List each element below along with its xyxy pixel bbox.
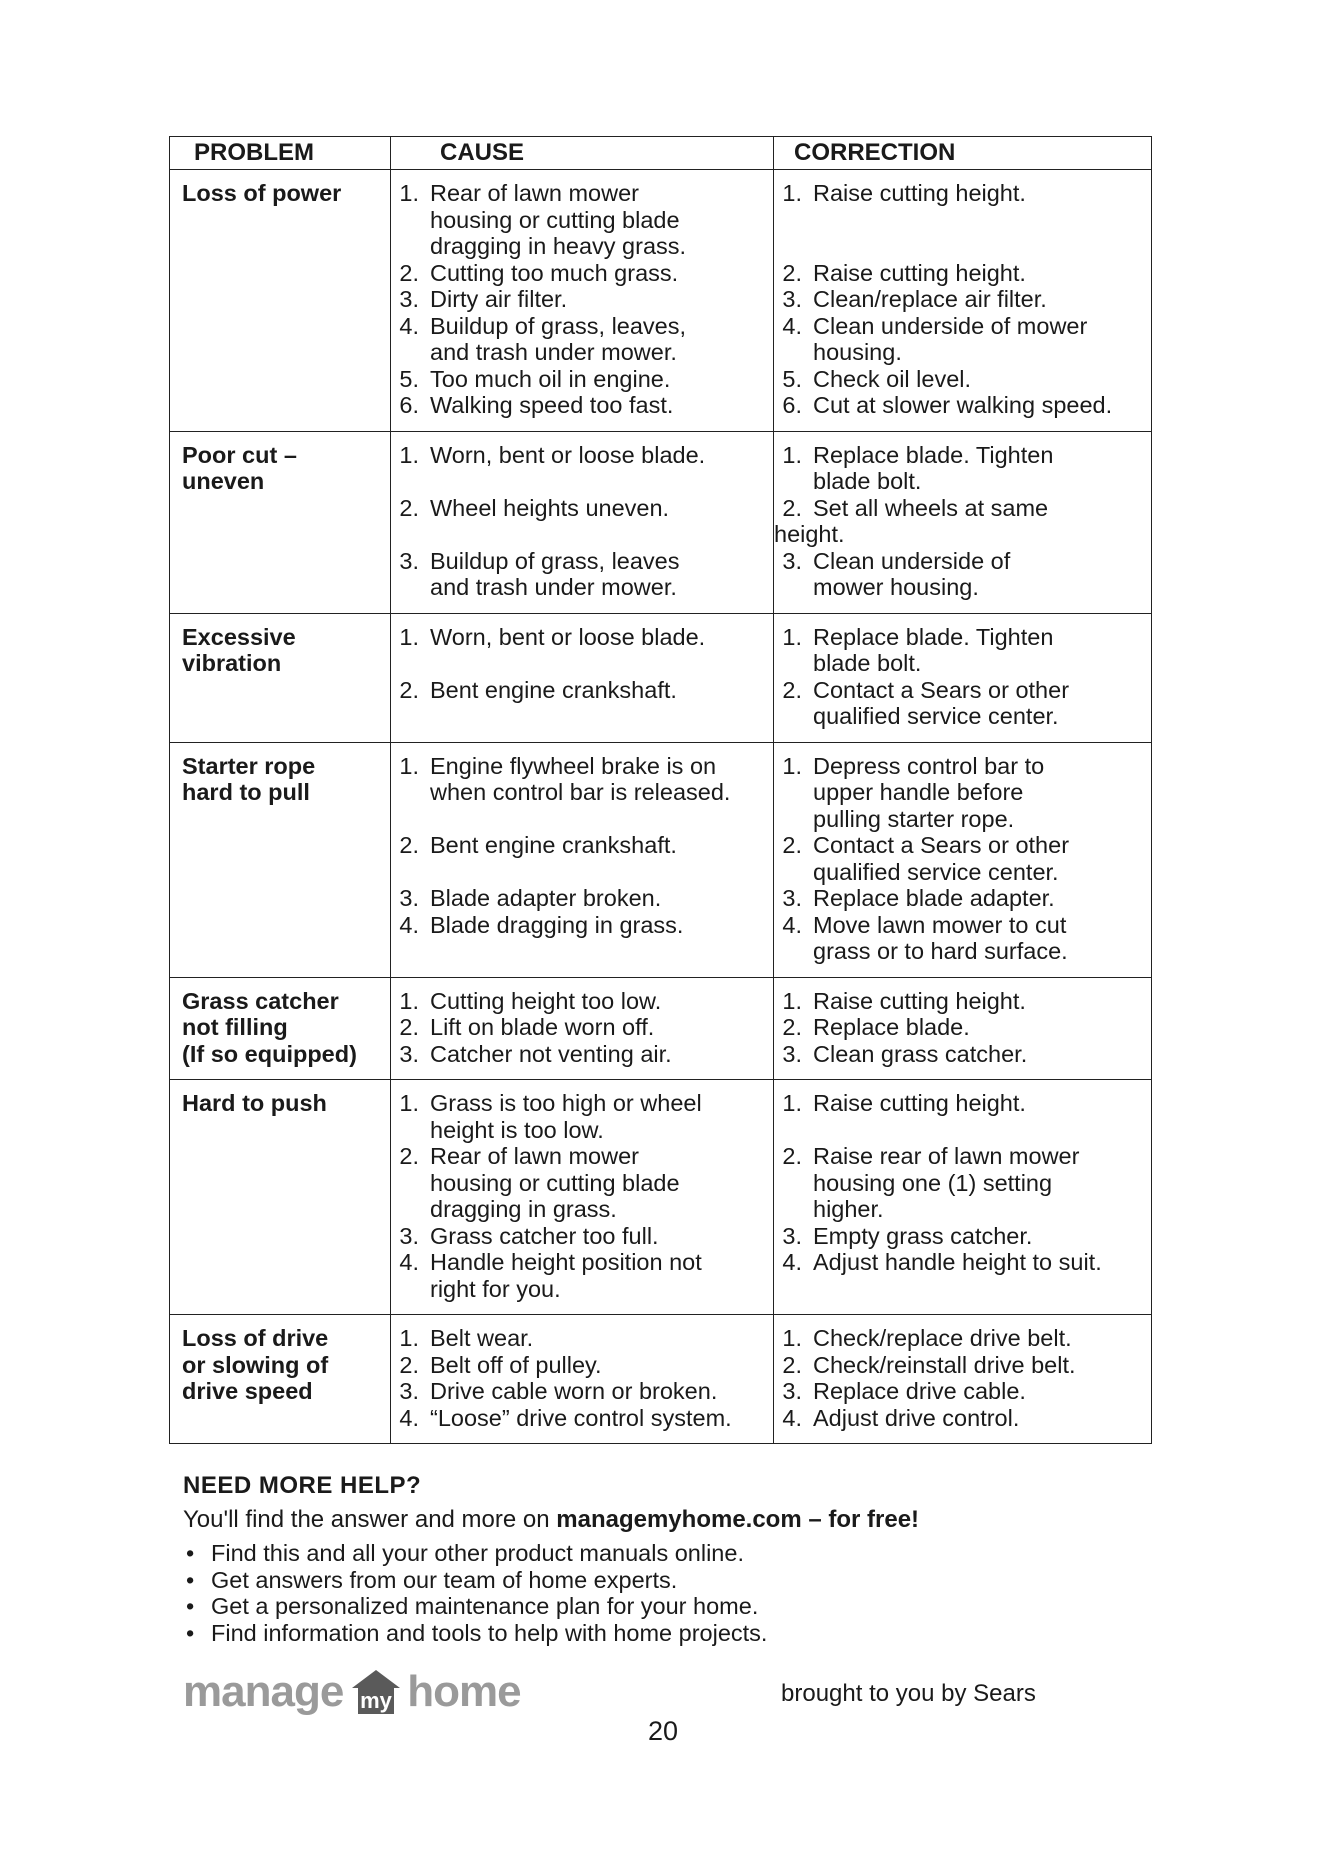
- cause-number: 2.: [399, 676, 419, 703]
- correction-line: [774, 806, 1147, 833]
- header-cause: CAUSE: [391, 137, 774, 170]
- problem-cell: [170, 977, 391, 1080]
- table-row: [170, 613, 1152, 742]
- cause-line: [391, 677, 769, 704]
- cause-number: 4.: [399, 1404, 419, 1431]
- problem-cell: [170, 1080, 391, 1315]
- cause-text: Handle height position not: [430, 1249, 702, 1275]
- correction-line: [774, 339, 1147, 366]
- cause-spacer: [391, 859, 769, 886]
- correction-cell: [774, 613, 1152, 742]
- correction-cell: [774, 1080, 1152, 1315]
- problem-text: Hard to push: [182, 1090, 327, 1116]
- cause-number: 1.: [399, 1325, 419, 1351]
- correction-text: housing one (1) setting: [813, 1169, 1053, 1196]
- cause-cell: [391, 742, 774, 977]
- cause-number: 2.: [399, 1014, 419, 1040]
- correction-line: [774, 753, 1147, 780]
- header-correction: CORRECTION: [774, 137, 1152, 170]
- cause-line: [391, 1117, 769, 1144]
- cause-line: [391, 260, 769, 287]
- problem-cell: [170, 431, 391, 613]
- problem-text: (If so equipped): [182, 1040, 357, 1067]
- cause-cell: [391, 1080, 774, 1315]
- help-list: [183, 1540, 767, 1646]
- table-body: [170, 170, 1152, 1444]
- cause-text: Walking speed too fast.: [430, 392, 674, 418]
- correction-line: [774, 859, 1147, 886]
- correction-text: Raise rear of lawn mower: [813, 1143, 1080, 1169]
- correction-line: [774, 468, 1147, 495]
- correction-line: [774, 286, 1147, 313]
- cause-number: 5.: [399, 365, 419, 392]
- correction-number: 2.: [782, 259, 802, 286]
- cause-spacer: [391, 806, 769, 833]
- troubleshooting-table: [169, 136, 1152, 1444]
- correction-number: 3.: [782, 547, 802, 574]
- correction-spacer: [774, 233, 1147, 260]
- correction-line: [774, 1014, 1147, 1041]
- cause-text: Grass catcher too full.: [430, 1222, 659, 1249]
- correction-line: [774, 1196, 1147, 1223]
- correction-number: 4.: [782, 1249, 802, 1275]
- cause-number: 1.: [399, 987, 419, 1014]
- correction-cell: [774, 742, 1152, 977]
- problem-text: Excessive: [182, 623, 296, 650]
- correction-number: 1.: [782, 752, 802, 779]
- cause-line: [391, 366, 769, 393]
- cause-spacer: [391, 468, 769, 495]
- cause-cell: [391, 613, 774, 742]
- correction-number: 3.: [782, 1222, 802, 1249]
- correction-text: housing.: [813, 339, 902, 365]
- logo-word-manage: manage: [183, 1667, 344, 1716]
- correction-line: [774, 521, 1147, 548]
- cause-text: when control bar is released.: [430, 779, 731, 805]
- cause-text: and trash under mower.: [430, 574, 677, 600]
- cause-text: Rear of lawn mower: [430, 1143, 639, 1169]
- correction-cell: [774, 170, 1152, 432]
- problem-text: drive speed: [182, 1378, 313, 1404]
- problem-text: vibration: [182, 650, 282, 676]
- cause-number: 4.: [399, 1249, 419, 1275]
- cause-line: [391, 548, 769, 575]
- correction-text: Cut at slower walking speed.: [813, 392, 1113, 418]
- cause-line: [391, 1170, 769, 1197]
- correction-number: 1.: [782, 1325, 802, 1351]
- correction-line: [774, 574, 1147, 601]
- cause-text: Blade dragging in grass.: [430, 911, 684, 938]
- correction-line: [774, 1378, 1147, 1405]
- cause-line: [391, 1090, 769, 1117]
- correction-line: [774, 832, 1147, 859]
- correction-text: blade bolt.: [813, 468, 922, 494]
- correction-text: blade bolt.: [813, 650, 922, 676]
- cause-number: 1.: [399, 180, 419, 206]
- correction-text: Replace blade. Tighten: [813, 623, 1054, 650]
- problem-cell: [170, 742, 391, 977]
- cause-text: Bent engine crankshaft.: [430, 832, 677, 858]
- cause-text: Cutting too much grass.: [430, 259, 679, 286]
- correction-number: 1.: [782, 1090, 802, 1116]
- cause-text: Grass is too high or wheel: [430, 1090, 702, 1116]
- correction-number: 2.: [782, 832, 802, 858]
- correction-line: [774, 442, 1147, 469]
- cause-text: right for you.: [430, 1275, 561, 1302]
- correction-text: height.: [774, 521, 845, 547]
- cause-line: [391, 1378, 769, 1405]
- help-bullet: • Get answers from our team of home experts.: [183, 1567, 767, 1594]
- table-header-row: [170, 137, 1152, 170]
- cause-line: [391, 180, 769, 207]
- correction-text: Replace blade. Tighten: [813, 441, 1054, 468]
- cause-text: Worn, bent or loose blade.: [430, 441, 706, 468]
- cause-cell: [391, 977, 774, 1080]
- tagline: brought to you by Sears: [781, 1680, 1036, 1707]
- cause-number: 2.: [399, 1143, 419, 1169]
- problem-text: or slowing of: [182, 1351, 329, 1378]
- correction-line: [774, 1325, 1147, 1352]
- correction-line: [774, 912, 1147, 939]
- cause-text: Too much oil in engine.: [430, 365, 671, 392]
- correction-line: [774, 548, 1147, 575]
- cause-line: [391, 495, 769, 522]
- correction-text: Clean underside of mower: [813, 312, 1088, 339]
- cause-line: [391, 392, 769, 419]
- correction-line: [774, 1143, 1147, 1170]
- cause-line: [391, 624, 769, 651]
- problem-text: Starter rope: [182, 752, 316, 779]
- table-row: [170, 170, 1152, 432]
- correction-text: Adjust handle height to suit.: [813, 1249, 1102, 1275]
- cause-spacer: [391, 650, 769, 677]
- cause-text: Worn, bent or loose blade.: [430, 623, 706, 650]
- cause-text: Cutting height too low.: [430, 987, 662, 1014]
- cause-text: Lift on blade worn off.: [430, 1014, 655, 1040]
- cause-line: [391, 988, 769, 1015]
- cause-number: 3.: [399, 1040, 419, 1067]
- correction-line: [774, 938, 1147, 965]
- correction-number: 2.: [782, 1014, 802, 1040]
- correction-line: [774, 495, 1147, 522]
- correction-text: pulling starter rope.: [813, 805, 1015, 832]
- cause-text: housing or cutting blade: [430, 1169, 680, 1196]
- correction-line: [774, 650, 1147, 677]
- help-intro-text: You'll find the answer and more on: [183, 1506, 557, 1533]
- correction-text: higher.: [813, 1196, 884, 1222]
- table-row: [170, 1315, 1152, 1444]
- cause-line: [391, 1325, 769, 1352]
- cause-number: 6.: [399, 392, 419, 418]
- cause-line: [391, 1041, 769, 1068]
- correction-number: 3.: [782, 286, 802, 312]
- correction-number: 4.: [782, 1404, 802, 1431]
- cause-number: 3.: [399, 547, 419, 574]
- cause-number: 3.: [399, 1222, 419, 1249]
- problem-cell: [170, 613, 391, 742]
- logo-word-my: my: [360, 1688, 393, 1713]
- cause-text: Buildup of grass, leaves: [430, 547, 680, 574]
- cause-text: Belt wear.: [430, 1325, 534, 1351]
- table-row: [170, 742, 1152, 977]
- cause-line: [391, 1276, 769, 1303]
- correction-number: 4.: [782, 911, 802, 938]
- cause-line: [391, 1405, 769, 1432]
- correction-text: qualified service center.: [813, 703, 1059, 729]
- correction-text: Move lawn mower to cut: [813, 911, 1067, 938]
- correction-number: 2.: [782, 494, 802, 521]
- correction-line: [774, 1090, 1147, 1117]
- correction-number: 5.: [782, 365, 802, 392]
- problem-text: uneven: [182, 468, 265, 494]
- cause-number: 1.: [399, 752, 419, 779]
- correction-text: Clean grass catcher.: [813, 1040, 1028, 1067]
- correction-text: Replace blade.: [813, 1014, 970, 1040]
- problem-text: hard to pull: [182, 779, 310, 805]
- help-bullet: • Find information and tools to help with home projects.: [183, 1620, 767, 1647]
- problem-cell: [170, 170, 391, 432]
- correction-line: [774, 1405, 1147, 1432]
- cause-line: [391, 233, 769, 260]
- correction-line: [774, 392, 1147, 419]
- correction-cell: [774, 977, 1152, 1080]
- cause-text: housing or cutting blade: [430, 206, 680, 233]
- cause-number: 3.: [399, 286, 419, 312]
- correction-text: Replace blade adapter.: [813, 885, 1055, 911]
- cause-text: Buildup of grass, leaves,: [430, 312, 687, 339]
- problem-text: Loss of power: [182, 180, 342, 206]
- cause-number: 2.: [399, 494, 419, 521]
- cause-line: [391, 832, 769, 859]
- problem-cell: [170, 1315, 391, 1444]
- help-bullet: • Find this and all your other product manuals online.: [183, 1540, 767, 1567]
- correction-number: 1.: [782, 441, 802, 468]
- cause-line: [391, 912, 769, 939]
- correction-text: mower housing.: [813, 574, 979, 600]
- cause-number: 1.: [399, 441, 419, 468]
- cause-number: 1.: [399, 1090, 419, 1116]
- correction-cell: [774, 1315, 1152, 1444]
- page-number: 20: [648, 1716, 679, 1746]
- correction-text: Set all wheels at same: [813, 494, 1049, 521]
- cause-text: Drive cable worn or broken.: [430, 1378, 718, 1404]
- cause-text: Wheel heights uneven.: [430, 494, 670, 521]
- table-row: [170, 431, 1152, 613]
- cause-text: Blade adapter broken.: [430, 885, 662, 911]
- cause-line: [391, 885, 769, 912]
- correction-text: Contact a Sears or other: [813, 676, 1070, 703]
- correction-text: Contact a Sears or other: [813, 832, 1070, 858]
- cause-number: 2.: [399, 832, 419, 858]
- house-icon: [351, 1669, 401, 1715]
- cause-text: Engine flywheel brake is on: [430, 752, 717, 779]
- cause-text: Belt off of pulley.: [430, 1351, 602, 1378]
- correction-text: Adjust drive control.: [813, 1404, 1020, 1431]
- correction-line: [774, 885, 1147, 912]
- correction-line: [774, 1249, 1147, 1276]
- cause-number: 4.: [399, 312, 419, 339]
- correction-line: [774, 988, 1147, 1015]
- correction-line: [774, 1223, 1147, 1250]
- correction-text: Raise cutting height.: [813, 1090, 1026, 1116]
- cause-number: 3.: [399, 885, 419, 911]
- correction-number: 1.: [782, 623, 802, 650]
- cause-number: 2.: [399, 259, 419, 286]
- correction-spacer: [774, 1117, 1147, 1144]
- cause-text: and trash under mower.: [430, 339, 677, 365]
- correction-line: [774, 1041, 1147, 1068]
- cause-number: 1.: [399, 623, 419, 650]
- correction-text: Empty grass catcher.: [813, 1222, 1033, 1249]
- cause-text: dragging in grass.: [430, 1196, 617, 1222]
- cause-cell: [391, 1315, 774, 1444]
- cause-line: [391, 1014, 769, 1041]
- table-row: [170, 1080, 1152, 1315]
- correction-line: [774, 624, 1147, 651]
- cause-line: [391, 574, 769, 601]
- correction-number: 3.: [782, 1378, 802, 1404]
- cause-cell: [391, 170, 774, 432]
- cause-number: 2.: [399, 1351, 419, 1378]
- cause-line: [391, 779, 769, 806]
- cause-line: [391, 1143, 769, 1170]
- help-intro: [183, 1506, 919, 1534]
- correction-number: 4.: [782, 312, 802, 339]
- correction-text: Check/reinstall drive belt.: [813, 1351, 1076, 1378]
- correction-text: grass or to hard surface.: [813, 938, 1068, 964]
- header-problem: PROBLEM: [170, 137, 391, 170]
- cause-line: [391, 753, 769, 780]
- logo-word-home: home: [407, 1667, 521, 1716]
- cause-text: height is too low.: [430, 1116, 604, 1143]
- correction-text: Raise cutting height.: [813, 259, 1026, 286]
- correction-text: Replace drive cable.: [813, 1378, 1026, 1404]
- table-row: [170, 977, 1152, 1080]
- correction-line: [774, 260, 1147, 287]
- problem-text: Poor cut –: [182, 441, 297, 468]
- correction-text: Check oil level.: [813, 365, 972, 392]
- cause-line: [391, 1196, 769, 1223]
- correction-text: qualified service center.: [813, 858, 1059, 885]
- correction-line: [774, 1352, 1147, 1379]
- correction-line: [774, 1170, 1147, 1197]
- cause-line: [391, 286, 769, 313]
- correction-spacer: [774, 207, 1147, 234]
- correction-line: [774, 366, 1147, 393]
- cause-text: Dirty air filter.: [430, 286, 568, 312]
- correction-number: 2.: [782, 1143, 802, 1169]
- help-title: NEED MORE HELP?: [183, 1472, 422, 1499]
- correction-number: 3.: [782, 885, 802, 911]
- cause-line: [391, 1223, 769, 1250]
- cause-number: 3.: [399, 1378, 419, 1404]
- cause-line: [391, 207, 769, 234]
- cause-line: [391, 339, 769, 366]
- correction-line: [774, 677, 1147, 704]
- correction-number: 3.: [782, 1040, 802, 1067]
- correction-number: 1.: [782, 180, 802, 206]
- correction-number: 2.: [782, 1351, 802, 1378]
- cause-line: [391, 1352, 769, 1379]
- problem-text: Loss of drive: [182, 1325, 329, 1351]
- help-bullet: • Get a personalized maintenance plan for your home.: [183, 1593, 767, 1620]
- cause-line: [391, 1249, 769, 1276]
- help-intro-link: managemyhome.com – for free!: [556, 1506, 920, 1533]
- problem-text: Grass catcher: [182, 987, 339, 1014]
- correction-text: Clean/replace air filter.: [813, 286, 1047, 312]
- correction-text: Raise cutting height.: [813, 180, 1026, 206]
- correction-line: [774, 180, 1147, 207]
- correction-line: [774, 703, 1147, 730]
- cause-text: dragging in heavy grass.: [430, 233, 687, 259]
- correction-text: Check/replace drive belt.: [813, 1325, 1072, 1351]
- cause-cell: [391, 431, 774, 613]
- cause-text: Catcher not venting air.: [430, 1040, 672, 1067]
- correction-text: upper handle before: [813, 779, 1024, 805]
- correction-line: [774, 779, 1147, 806]
- cause-text: Rear of lawn mower: [430, 180, 639, 206]
- correction-number: 6.: [782, 392, 802, 418]
- problem-text: not filling: [182, 1014, 288, 1040]
- correction-number: 2.: [782, 676, 802, 703]
- cause-number: 4.: [399, 911, 419, 938]
- cause-line: [391, 442, 769, 469]
- managemyhome-logo: [183, 1668, 521, 1716]
- correction-text: Raise cutting height.: [813, 987, 1026, 1014]
- correction-line: [774, 313, 1147, 340]
- cause-text: “Loose” drive control system.: [430, 1404, 732, 1431]
- correction-number: 1.: [782, 987, 802, 1014]
- correction-text: Depress control bar to: [813, 752, 1045, 779]
- cause-line: [391, 313, 769, 340]
- cause-spacer: [391, 521, 769, 548]
- cause-text: Bent engine crankshaft.: [430, 676, 677, 703]
- correction-text: Clean underside of: [813, 547, 1011, 574]
- correction-cell: [774, 431, 1152, 613]
